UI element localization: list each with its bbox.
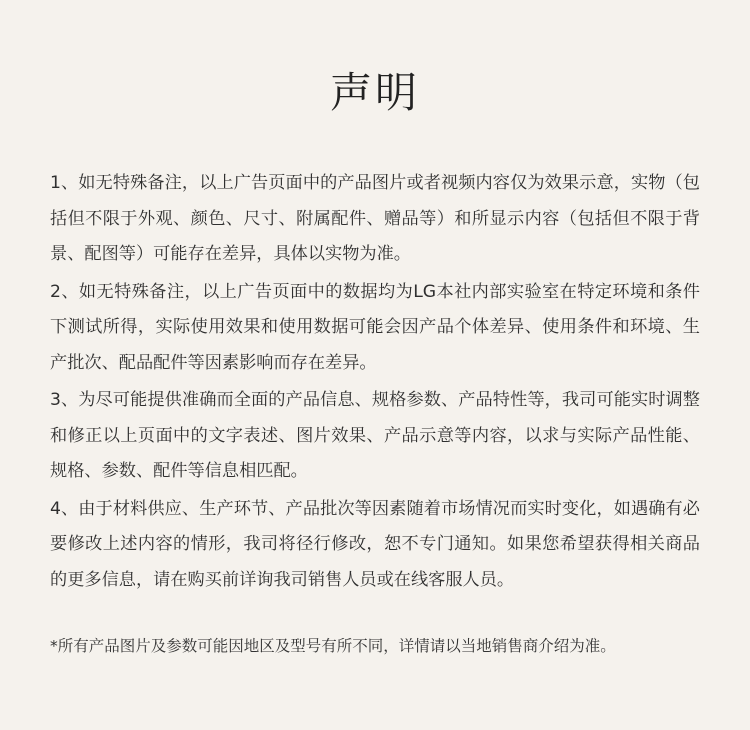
footnote: *所有产品图片及参数可能因地区及型号有所不同，详情请以当地销售商介绍为准。 xyxy=(50,637,616,655)
clause-4: 4、由于材料供应、生产环节、产品批次等因素随着市场情况而实时变化，如遇确有必要修改上述内容的情形，我司将径行修改，恕不专门通知。如果您希望获得相关商品的更多信息，请在购买前详询我司销售人员或在线客服人员。 xyxy=(50,498,700,590)
clause-1: 1、如无特殊备注，以上广告页面中的产品图片或者视频内容仅为效果示意，实物（包括但不限于外观、颜色、尺寸、附属配件、赠品等）和所显示内容（包括但不限于背景、配图等）可能存在差异，具体以实物为准。 xyxy=(50,173,700,264)
clause-2: 2、如无特殊备注，以上广告页面中的数据均为LG本社内部实验室在特定环境和条件下测试所得，实际使用效果和使用数据可能会因产品个体差异、使用条件和环境、生产批次、配品配件等因素影响而存在差异。 xyxy=(50,281,700,373)
clause-list xyxy=(50,166,700,598)
page-title: 声明 xyxy=(329,68,420,117)
clause-3: 3、为尽可能提供准确而全面的产品信息、规格参数、产品特性等，我司可能实时调整和修正以上页面中的文字表述、图片效果、产品示意等内容，以求与实际产品性能、规格、参数、配件等信息相匹配。 xyxy=(50,390,700,481)
